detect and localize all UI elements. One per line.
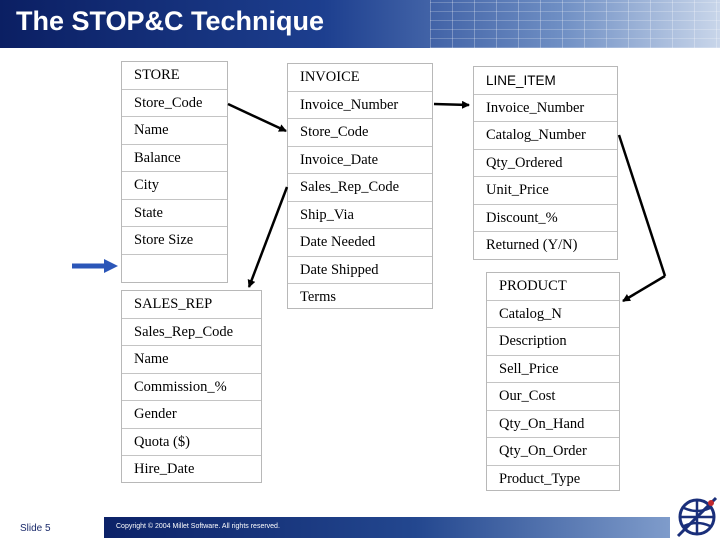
product-field: Catalog_N [487, 301, 619, 329]
line-item-field: Qty_Ordered [474, 150, 617, 178]
blue-pointer-arrow-icon [72, 259, 118, 273]
product-field: Product_Type [499, 470, 581, 487]
invoice-field: Invoice_Number [288, 92, 432, 120]
store-field: State [122, 200, 227, 228]
slide-number: Slide 5 [20, 523, 51, 534]
arrow-store-code-to-invoice [228, 104, 286, 131]
line-item-field: Unit_Price [474, 177, 617, 205]
line-item-field: Invoice_Number [474, 95, 617, 123]
product-field: Qty_On_Hand [487, 411, 619, 439]
arrow-sales-rep-code-to-sales-rep [249, 187, 287, 287]
line-item-field: Discount_% [474, 205, 617, 233]
invoice-field: Invoice_Date [288, 147, 432, 175]
store-field: Store Size [122, 227, 227, 255]
invoice-field: Terms [300, 289, 337, 305]
sales-rep-field: Sales_Rep_Code [122, 319, 261, 347]
line-item-field: Catalog_Number [474, 122, 617, 150]
product-field: Description [487, 328, 619, 356]
invoice-field: Date Needed [288, 229, 432, 257]
sales-rep-table-header: SALES_REP [122, 291, 261, 319]
product-field: Sell_Price [487, 356, 619, 384]
store-table-header: STORE [122, 62, 227, 90]
product-field: Our_Cost [487, 383, 619, 411]
sales-rep-field: Gender [122, 401, 261, 429]
line-item-table-header: LINE_ITEM [474, 67, 617, 95]
store-field: City [122, 172, 227, 200]
sales-rep-field: Commission_% [122, 374, 261, 402]
arrow-invoice-number-to-line-item [434, 104, 469, 105]
sales-rep-field: Quota ($) [122, 429, 261, 457]
store-field: Store_Code [122, 90, 227, 118]
slide-title: The STOP&C Technique [16, 6, 325, 36]
sales-rep-field: Hire_Date [134, 461, 195, 477]
globe-logo-icon [676, 496, 718, 538]
sales-rep-field: Name [122, 346, 261, 374]
copyright-text: Copyright © 2004 Millet Software. All rights reserved. [116, 523, 280, 530]
invoice-field: Ship_Via [288, 202, 432, 230]
store-field: Name [122, 117, 227, 145]
store-field: Balance [122, 145, 227, 173]
invoice-field: Sales_Rep_Code [288, 174, 432, 202]
invoice-field: Date Shipped [288, 257, 432, 285]
arrow-catalog-number-to-product-tail [623, 276, 665, 301]
product-table-header: PRODUCT [487, 273, 619, 301]
product-field: Qty_On_Order [487, 438, 619, 466]
invoice-field: Store_Code [288, 119, 432, 147]
arrow-catalog-number-to-product [619, 135, 665, 276]
invoice-table-header: INVOICE [288, 64, 432, 92]
line-item-field: Returned (Y/N) [486, 237, 578, 253]
